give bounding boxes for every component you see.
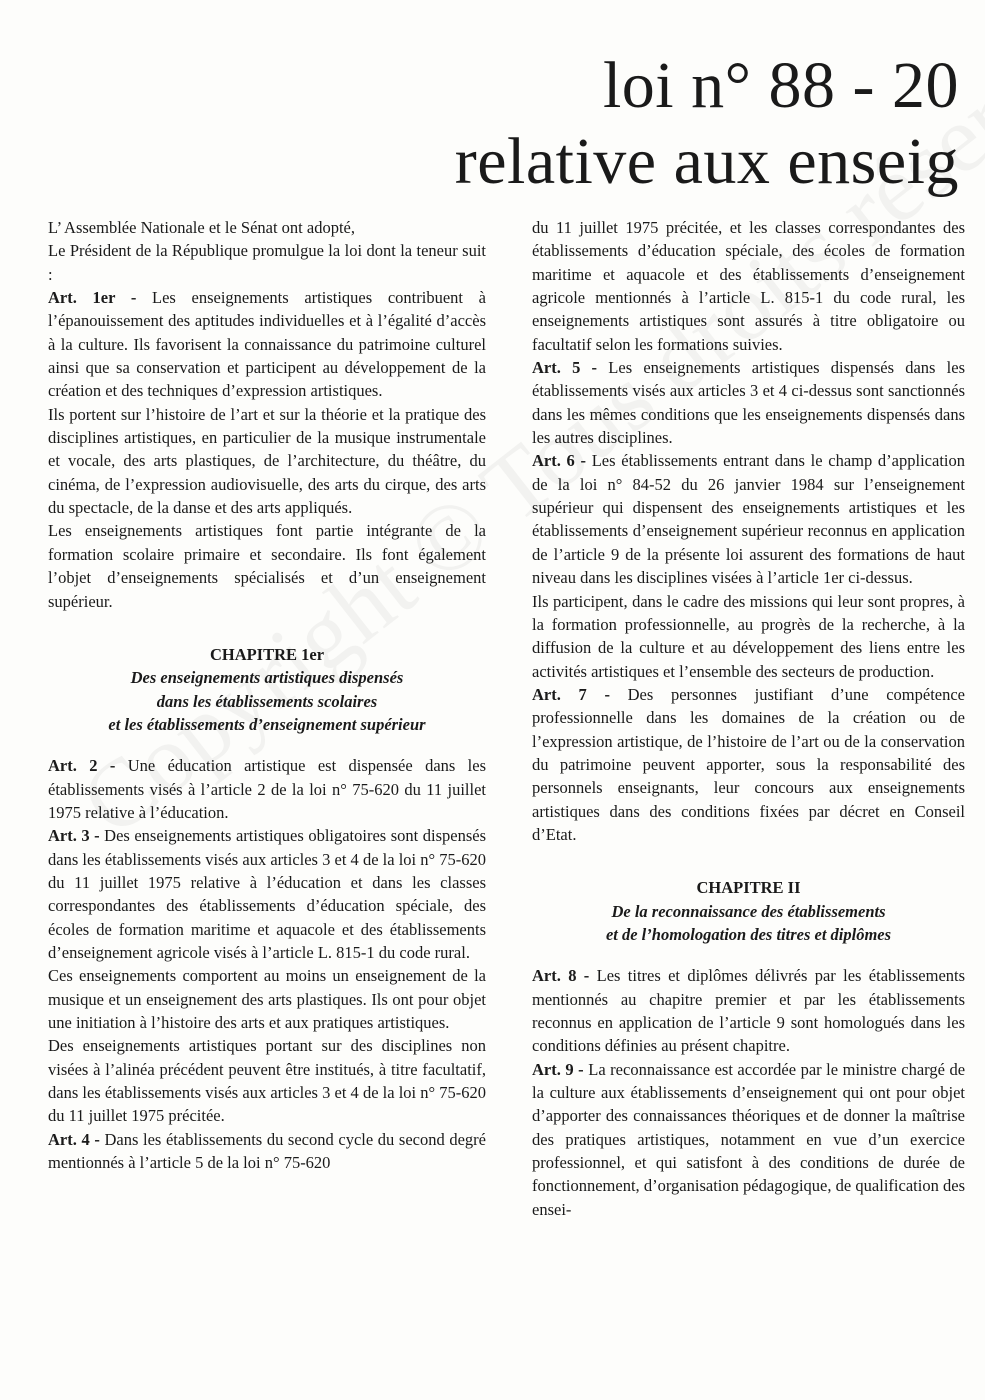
chapter-subtitle-line: et les établissements d’enseignement supérieur bbox=[108, 714, 426, 734]
article-label: Art. 7 - bbox=[532, 684, 610, 704]
article-5 bbox=[532, 356, 965, 449]
article-label: Art. 1er - bbox=[48, 288, 137, 308]
article-label: Art. 2 - bbox=[48, 756, 116, 776]
title-line-1: loi n° 88 - 20 bbox=[602, 49, 959, 122]
article-text: Les enseignements artistiques contribuent à l’épanouissement des aptitudes individuelles et à l’égalité d’accès à la culture. Ils favorisent la connaissance du patrimoine culturel ainsi que sa conservation et participent au développement de la création et des techniques d’expression artistiques. bbox=[48, 288, 486, 401]
article-9 bbox=[532, 1058, 965, 1221]
article-3 bbox=[48, 824, 486, 964]
article-7 bbox=[532, 683, 965, 846]
article-label: Art. 4 - bbox=[48, 1129, 100, 1149]
article-8 bbox=[532, 964, 965, 1057]
article-4-continued: du 11 juillet 1975 précitée, et les classes correspondantes des établissements d’éducation spéciale, des écoles de formation maritime et aquacole et des établissements d’enseignement agricole mentionnés à l’article L. 815-1 du code rural, les enseignements artistiques sont assurés à titre obligatoire ou facultatif selon les formations suivies. bbox=[532, 218, 965, 354]
article-text: Les établissements entrant dans le champ d’application de la loi n° 84-52 du 26 janvier 1984 sur l’enseignement supérieur qui dispensent des enseignements artistiques et les établissements d’enseignement supérieur reconnus en application de l’article 9 de la présente loi assurent des formations de haut niveau dans les disciplines visées à l’article 1er ci-dessus. bbox=[532, 451, 965, 588]
intro-line-2: Le Président de la République promulgue la loi dont la teneur suit : bbox=[48, 241, 486, 284]
right-column bbox=[532, 216, 965, 1221]
chapter-2-heading bbox=[532, 876, 965, 946]
article-label: Art. 8 - bbox=[532, 966, 590, 986]
article-text: Les enseignements artistiques dispensés dans les établissements visés aux articles 3 et 4 ci-dessus sont sanctionnés dans les mêmes conditions que les enseignements dispensés dans les autres disciplines. bbox=[532, 358, 966, 448]
chapter-subtitle-line: Des enseignements artistiques dispensés bbox=[130, 668, 404, 688]
chapter-title: CHAPITRE II bbox=[696, 878, 801, 898]
intro-line-1: L’ Assemblée Nationale et le Sénat ont adopté, bbox=[48, 218, 355, 237]
article-text: La reconnaissance est accordée par le ministre chargé de la culture aux établissements d’enseignement qui ont pour objet d’apporter des connaissances théoriques et de donner la maîtrise des pratiques artistiques, notamment en vue d’un exercice professionnel, et qui satisfont à des conditions de durée de fonctionnement, d’organisation pédagogique, de qualification des ensei- bbox=[532, 1059, 966, 1219]
article-label: Art. 9 - bbox=[532, 1059, 584, 1079]
article-2 bbox=[48, 754, 486, 824]
article-1-paragraph-3: Les enseignements artistiques font partie intégrante de la formation scolaire primaire et secondaire. Ils font également l’objet d’enseignements spécialisés et d’un enseignement supérieur. bbox=[48, 521, 486, 611]
article-text: Une éducation artistique est dispensée dans les établissements visés à l’article 2 de la loi n° 75-620 du 11 juillet 1975 relative à l’éducation. bbox=[48, 756, 487, 822]
article-4 bbox=[48, 1128, 486, 1175]
article-6-paragraph-2: Ils participent, dans le cadre des missions qui leur sont propres, à la formation professionnelle, au progrès de la recherche, à la diffusion de la culture et au développement des liens entre les activités artistiques et l’ensemble des secteurs de production. bbox=[532, 591, 965, 681]
article-3-paragraph-2: Ces enseignements comportent au moins un enseignement de la musique et un enseignement des arts plastiques. Ils ont pour objet une initiation à l’histoire des arts et aux pratiques artistiques. bbox=[48, 966, 486, 1032]
article-text: Des enseignements artistiques obligatoires sont dispensés dans les établissements visés aux articles 3 et 4 de la loi n° 75-620 du 11 juillet 1975 relative à l’éducation et dans les classes correspondantes des établissements d’éducation spéciale, des écoles de formation maritime et aquacole et des établissements d’enseignement agricole visés à l’article L. 815-1 du code rural. bbox=[48, 826, 486, 962]
article-text: Dans les établissements du second cycle du second degré mentionnés à l’article 5 de la loi n° 75-620 bbox=[48, 1129, 487, 1173]
left-column bbox=[48, 216, 486, 1174]
article-1-paragraph-2: Ils portent sur l’histoire de l’art et sur la théorie et la pratique des disciplines artistiques, en particulier de la musique instrumentale et vocale, des arts plastiques, de l’architecture, du théâtre, du cinéma, de l’expression audiovisuelle, des arts du cirque, des arts du spectacle, de la danse et des arts appliqués. bbox=[48, 404, 486, 518]
chapter-subtitle-line: et de l’homologation des titres et diplômes bbox=[605, 924, 892, 944]
article-label: Art. 3 - bbox=[48, 826, 100, 846]
article-3-paragraph-3: Des enseignements artistiques portant sur des disciplines non visées à l’alinéa précédent peuvent être institués, à titre facultatif, dans les établissements visés aux articles 3 et 4 de la loi n° 75-620 du 11 juillet 1975 précitée. bbox=[48, 1036, 486, 1126]
chapter-1-heading bbox=[48, 643, 486, 736]
article-1 bbox=[48, 286, 486, 403]
document-title bbox=[359, 48, 959, 200]
article-label: Art. 6 - bbox=[532, 451, 587, 471]
article-text: Les titres et diplômes délivrés par les établissements mentionnés au chapitre premier et par les établissements reconnus en application de l’article 9 sont homologués dans les conditions définies au présent chapitre. bbox=[532, 966, 966, 1056]
chapter-title: CHAPITRE 1er bbox=[209, 644, 325, 664]
title-line-2: relative aux enseig bbox=[454, 125, 959, 198]
article-6 bbox=[532, 449, 965, 589]
article-label: Art. 5 - bbox=[532, 358, 598, 378]
chapter-subtitle-line: dans les établissements scolaires bbox=[156, 691, 378, 711]
article-text: Des personnes justifiant d’une compétence professionnelle dans les domaines de la création ou de l’expression artistique, de l’histoire de l’art ou de la conservation du patrimoine peuvent apporter, sous la responsabilité des personnels enseignants, leur concours aux enseignements artistiques dans des conditions fixées par décret en Conseil d’Etat. bbox=[532, 684, 965, 844]
chapter-subtitle-line: De la reconnaissance des établissements bbox=[611, 901, 886, 921]
